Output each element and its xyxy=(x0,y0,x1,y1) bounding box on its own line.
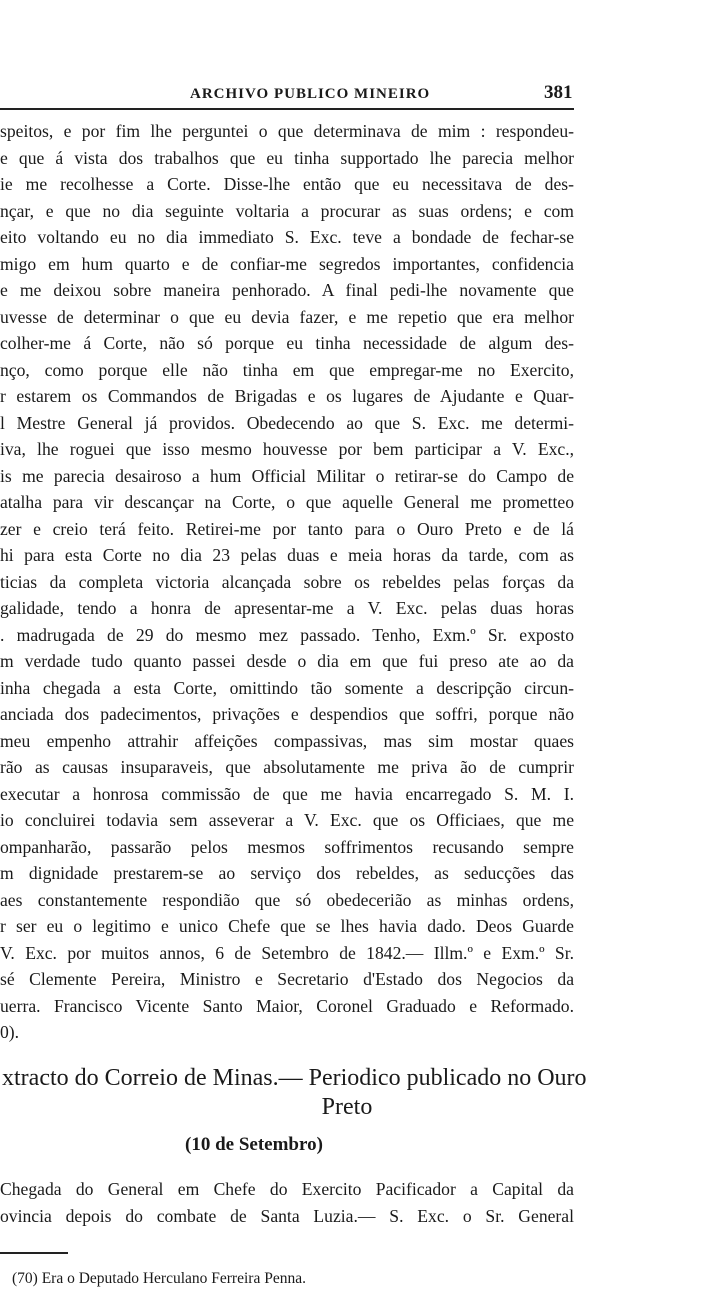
running-title: ARCHIVO PUBLICO MINEIRO xyxy=(190,86,431,102)
text-line: ticias da completa victoria alcançada sobre os rebeldes pelas forças da xyxy=(0,571,574,592)
text-line: ompanharão, passarão pelos mesmos soffrimentos recusando sempre xyxy=(0,836,574,857)
text-line: meu empenho attrahir affeições compassivas, mas sim mostar quaes xyxy=(0,730,574,751)
text-line: zer e creio terá feito. Retirei-me por tanto para o Ouro Preto e de lá xyxy=(0,518,574,539)
section-heading xyxy=(0,1064,587,1122)
text-line: 0). xyxy=(0,1022,20,1042)
text-line: sé Clemente Pereira, Ministro e Secretario d'Estado dos Negocios da xyxy=(0,969,574,989)
text-line: hi para esta Corte no dia 23 pelas duas e meia horas da tarde, com as xyxy=(0,545,574,565)
text-line: aes constantemente respondião que só obedecerião as minhas ordens, xyxy=(0,889,574,910)
text-line: galidade, tendo a honra de apresentar-me a V. Exc. pelas duas horas xyxy=(0,598,574,618)
text-line: uvesse de determinar o que eu devia fazer, e me repetio que era melhor xyxy=(0,306,574,327)
text-line: executar a honrosa commissão de que me havia encarregado S. M. I. xyxy=(0,783,574,804)
text-line: . madrugada de 29 do mesmo mez passado. Tenho, Exm.º Sr. exposto xyxy=(0,624,574,645)
text-line: nço, como porque elle não tinha em que empregar-me no Exercito, xyxy=(0,359,574,380)
text-line: m verdade tudo quanto passei desde o dia em que fui preso ate ao da xyxy=(0,651,574,671)
section-date: (10 de Setembro) xyxy=(185,1134,323,1155)
text-line: rão as causas insuparaveis, que absolutamente me priva ão de cumprir xyxy=(0,757,574,777)
text-line: ovincia depois do combate de Santa Luzia.— S. Exc. o Sr. General xyxy=(0,1205,574,1226)
text-line: migo em hum quarto e de confiar-me segredos importantes, confidencia xyxy=(0,253,574,274)
page-number: 381 xyxy=(544,82,573,103)
text-line: Chegada do General em Chefe do Exercito Pacificador a Capital da xyxy=(0,1179,574,1199)
section-heading-line: xtracto do Correio de Minas.— Periodico publicado no Ouro xyxy=(2,1065,587,1091)
text-line: eito voltando eu no dia immediato S. Exc. teve a bondade de fechar-se xyxy=(0,227,574,247)
text-line: io concluirei todavia sem asseverar a V. Exc. que os Officiaes, que me xyxy=(0,810,574,830)
text-line: speitos, e por fim lhe perguntei o que determinava de mim : respondeu- xyxy=(0,121,574,141)
footnote-rule xyxy=(0,1252,68,1254)
text-line: iva, lhe roguei que isso mesmo houvesse por bem participar a V. Exc., xyxy=(0,439,574,459)
text-line: r ser eu o legitimo e unico Chefe que se lhes havia dado. Deos Guarde xyxy=(0,916,574,936)
article-body xyxy=(0,1176,574,1229)
text-line: e me deixou sobre maneira penhorado. A final pedi-lhe novamente que xyxy=(0,280,574,300)
text-line: uerra. Francisco Vicente Santo Maior, Coronel Graduado e Reformado. xyxy=(0,995,574,1016)
text-line: colher-me á Corte, não só porque eu tinha necessidade de algum des- xyxy=(0,333,574,353)
section-heading-line: Preto xyxy=(321,1094,373,1120)
letter-body xyxy=(0,118,574,1046)
text-line: is me parecia desairoso a hum Official Militar o retirar-se do Campo de xyxy=(0,465,574,486)
text-line: V. Exc. por muitos annos, 6 de Setembro de 1842.— Illm.º e Exm.º Sr. xyxy=(0,942,574,963)
footnote: (70) Era o Deputado Herculano Ferreira Penna. xyxy=(12,1270,306,1287)
header-rule xyxy=(0,108,574,110)
text-line: atalha para vir descançar na Corte, o que aquelle General me prometteo xyxy=(0,492,574,512)
text-line: anciada dos padecimentos, privações e despendios que soffri, porque não xyxy=(0,704,574,724)
text-line: inha chegada a esta Corte, omittindo tão somente a descripção circun- xyxy=(0,677,574,698)
text-line: l Mestre General já providos. Obedecendo ao que S. Exc. me determi- xyxy=(0,412,574,433)
text-line: r estarem os Commandos de Brigadas e os lugares de Ajudante e Quar- xyxy=(0,386,574,406)
text-line: m dignidade prestarem-se ao serviço dos rebeldes, as seducções das xyxy=(0,863,574,883)
text-line: ie me recolhesse a Corte. Disse-lhe então que eu necessitava de des- xyxy=(0,174,574,194)
text-line: e que á vista dos trabalhos que eu tinha supportado lhe parecia melhor xyxy=(0,147,574,168)
text-line: nçar, e que no dia seguinte voltaria a procurar as suas ordens; e com xyxy=(0,200,574,221)
